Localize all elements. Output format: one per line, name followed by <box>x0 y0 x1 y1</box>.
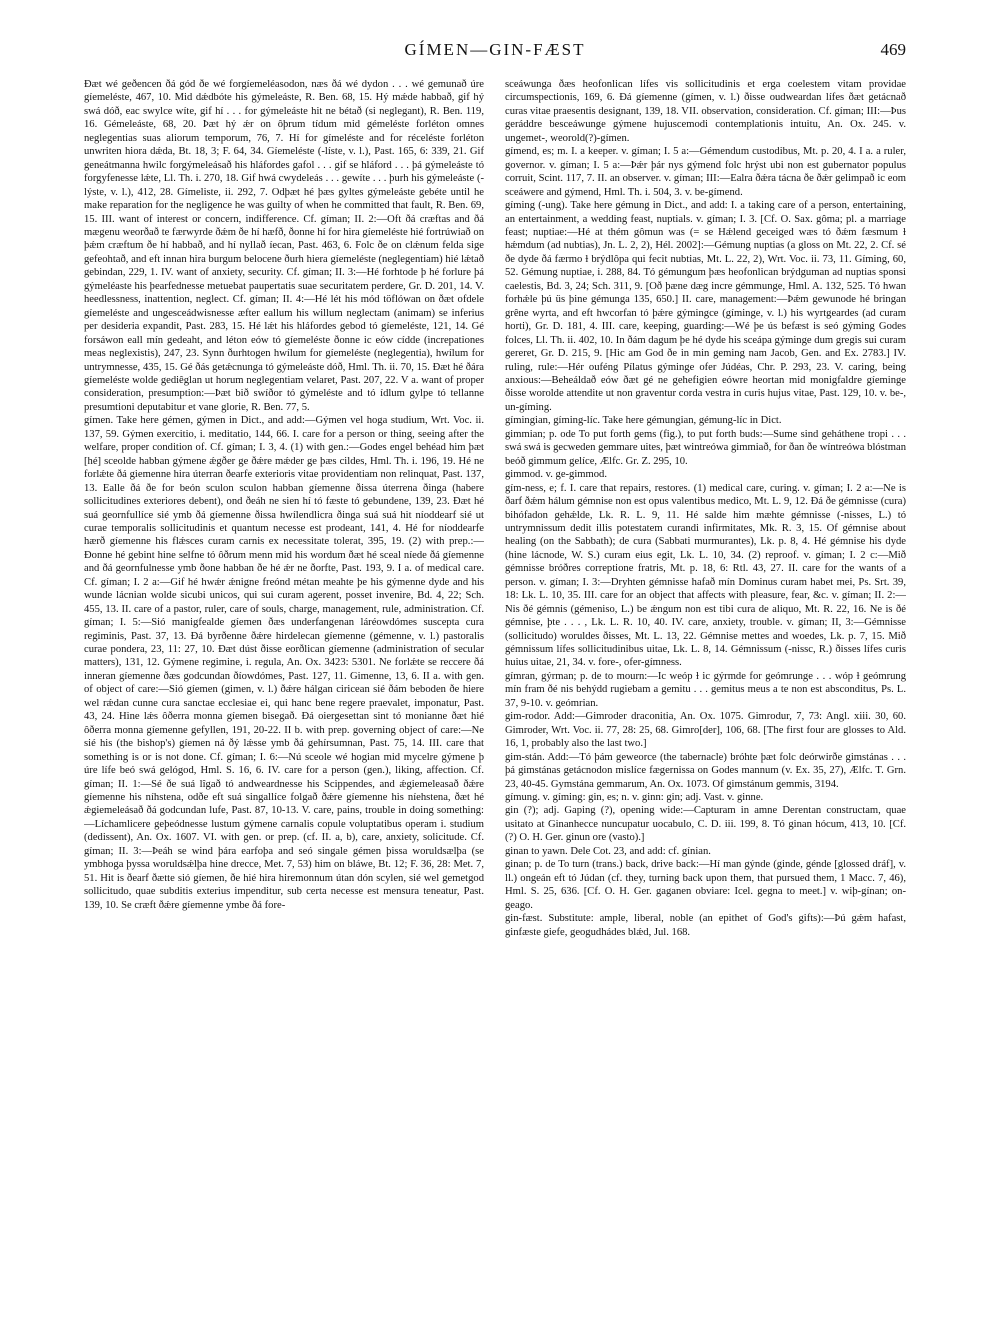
entry-giming: gíming (-ung). Take here gémung in Dict., and add: I. a taking care of a person, entertaining, an entertainment, a wedding feast, nuptials. v. gíman; I. 3. [Cf. O. Sax. gôma; pl. a marriage feast; nuptiae:—Hé at thém gômun was (= se Hǽlend geceiged wæs tó ðǽm fæsmum ɫ hǽmdum (ad nubtias), Jn. L. 2, 2), Hél. 2002]:—Gémung nuptias (a gloss on Mt. 22, 2. Cf. sé ðe dyde ðá færmo ɫ brýdlôpa qui fecit nubtias, Mt. L. 22, 2), Wrt. Voc. ii. 73, 11. Gíming, 60, 52. Gémung nuptiae, i. 288, 84. Tó gémungum þæs heofonlican brýdguman ad nuptias sponsi caelestis, Bd. 3, 24; Sch. 311, 9. [Oð þæne dæg incre gémmunge, Hml. A. 132, 525. Tó hwan forhǽle þú üs þine gémunga 135, 650.] II. care, management:—Þǽm gewunode hé bringan grêne wyrta, and eft hwcorfan tó þǽre gýmingce (gíminge, v. l.) his wyrtgeardes (ad curam horti), Gr. D. 181, 4. III. care, keeping, guarding:—Wé þe ús befæst is seó gýming Godes folces, Ll. Th. ii. 402, 10. In ðám dagum þe hé dyde his sceápa gýminge dum gregis sui curam gereret, Gr. D. 215, 9. [Hic am God ðe in min geming nam Jacob, Gen. and Ex. 2783.] IV. ruling, rule:—Hér ouféng Pílatus gýminge ofer Júdéas, Chr. P. 293, 23. V. caring, being anxious:—Beheáldað eów ðæt gé ne gehefigien eówre heortan mid monigfaldre gíeminge ðisse worolde attendite ut non graventur corda vestra in curis hujus vitae, Past. 129, 10. v. be-, un-gíming. <box>505 200 906 413</box>
entry-gimend: gímend, es; m. I. a keeper. v. gíman; I. 5 a:—Gémendum custodibus, Mt. p. 20, 4. I a. a ruler, governor. v. gíman; I. 5 a:—Þǽr þár nys gýmend folc hrýst ubi non est gubernator populus corruit, Scint. 117, 7. II. an observer. v. gíman; III:—Ealra ðǽra tácna ðe ðǽr gelimpað ic eom sceáwere and gýmend, Hml. Th. i. 504, 3. v. be-gímend. <box>505 146 906 198</box>
entry-gimung: gímung. v. gíming: gin, es; n. v. ginn: gin; adj. Vast. v. ginne. <box>505 792 764 804</box>
page-number: 469 <box>880 40 906 59</box>
running-title: GÍMEN—GIN-FÆST <box>404 40 586 59</box>
entry-gimness: gím-ness, e; f. I. care that repairs, restores. (1) medical care, curing. v. gíman; I. 2 a:—Ne is ðarf ðǽm hálum gémnise non est opus valentibus medico, Mt. L. 9, 12. Ðá ðe gémnisse (cura) bihófadon gehǽlde, Lk. R. L. 9, 11. Hé salde him mæhte gémnisse (-nisses, L.) tó untrymnissum dedit illis potestatem curandi infirmitates, Mk. R. 3, 15. Of gémnise about healing (on the Sabbath); de cura (Sabbati murmurantes), Lk. p. 8, 4. Hé gémnise his dyde (hine lácnode, W. S.) curam eius egit, Lk. L. 10, 34. (2) reproof. v. gíman; I. 2 c:—Mið gémnisse bróðres correptione fratris, Mt. p. 18, 6: Rtl. 43, 27. II. care for the wants of a person. v. gíman; I. 3:—Dryhten gémnisse hafað mín Dominus curam habet mei, Ps. Srt. 39, 18: Lk. L. 10, 35. III. care for an object that affects with pleasure, fear, &c. v. gíman; II. 2:—Nis ðé gémnis (gémeniso, L.) be ǽngum non est tibi cura de aliquo, Mt. R. 22, 16. Ne is ðé gémnise, þte . . . , Lk. L. R. 10, 40. IV. care, anxiety, trouble. v. gíman; II, 3:—Gémnisse (sollicitudo) woruldes ðisses, Mt. L. 13, 22. Gémnise mettes and woedes, Lk. p. 7, 15. Mið gémnissum lífes sollicitudinibus uitae, Lk. L. 8, 14. Gémnissum (-nissc, R.) ðisses lífes curis huius uitae, 21, 34. v. fore-, ofer-gímness. <box>505 482 906 669</box>
entry-ginan-yawn: ginan to yawn. Dele Cot. 23, and add: cf. gínian. <box>505 845 711 857</box>
left-column <box>84 78 484 1318</box>
entry-gimran: gímran, gýrman; p. de to mourn:—Ic weóp ɫ ic gýrmde for geómrunge . . . wóp ɫ geómrung mín fram ðé nis behýdd rugiebam a gemitu . . . gemitus meus a te non est absconditus, Ps. L. 37, 9-10. v. geómrian. <box>505 670 906 709</box>
entry-ginan-turn: ginan; p. de To turn (trans.) back, drive back:—Hí man gýnde (ginde, génde [glossed dráf], v. ll.) ongeán eft tó Júdan (cf. they, turning back upon them, that pursued them, 1 Macc. 7, 46), Hml. S. 25, 636. [Cf. O. H. Ger. gaganen obviare: Icel. gegna to meet.] v. wiþ-gínan; on-geago. <box>505 859 906 911</box>
entry-gimmod: gimmod. v. ge-gimmod. <box>505 469 608 481</box>
entry-gimen: gímen. Take here gémen, gýmen in Dict., and add:—Gýmen vel hoga studium, Wrt. Voc. ii. 137, 59. Gýmen exercitio, i. meditatio, 144, 66. I. care for a person or thing, seeing after the welfare, proper condition of. Cf. gíman; I. 3, 4. (1) with gen.:—Godes engel behéad him þæt [hé] sceolde habban gýmene ǽgðer ge ðǽre mǽder ge þæs cildes, Hml. Th. i. 196, 19. Hé ne forlǽte ðá giemenne hira úterran ðearfe exterioris vitae providentiam non relinquat, Past. 137, 13. Ealle ðá ðe for beón sculon sculon habban gíemenne ðissa úterrena ðinga (habere sollicitudines exteriores debent), ond ðeáh ne sien hí tó fæste tó gebundene, 139, 23. Ðæt hé suá geornfullíce sié ymb ðá gíemenne ðissa hwílendlicra ðinga suá suá hit níoddearf sié ut curae temporalis sollicitudinis et quantum necesse est prodeant, 141, 4. Hé for níoddearfe hærð gíemenne his flǽsces curam carnis ex necessitate tolerat, 395, 19. (2) with prep.:—Ðonne hé gebint hine selfne tó ôðrum menn mid his wordum ðæt hé sceal níede ðá gíemenne and ðá geornfulnesse ymb ðone habban ðe hé ǽr ne ðorfte, Past. 193, 9. I a. of medical care. Cf. gíman; I. 2 a:—Gif hé hwǽr ǽnigne freónd métan meahte þe his gýmenne dyde and his wunde lácnian wolde sicubi unicos, qui sui curam agerent, posset invenire, Bd. 4, 22; Sch. 455, 13. II. care of a pastor, ruler, care of souls, charge, management, rule, administration. Cf. gíman; I. 5:—Sió manigfealde gíemen ðæs underfangenan láréowdómes suscepta cura regiminis, Past. 37, 13. Ðá byrðenne ðǽre hirdelecan gíemenne (gémenne, v. l.) pastoralis curae pondera, 23, 11: 27, 10. Ðæt dúst ðisse eorðlican gíemenne (administration of secular matters), 131, 12. Gýmene regimine, i. regula, An. Ox. 3423: 5301. Ne forlǽte se reccere ðá inneran gíemenne ðæs godcundan ðíowdómes, Past. 127, 11. Gimenne, 13, 6. II a. with gen. of object of care:—Sió gíemen (gimen, v. l.) ðǽre hálgan ciricean sié ðám beboden ðe hiere wel rǽdan cunne cura sanctae ecclesiae ei, qui hanc bene regere praevalet, imponatur, Past. 43, 24. Hine lǽs ôðerra monna gíemen bisegað. Ðá oiergesettan sint tó monianne ðæt hié ôðerra monna gíemenne gefyllen, 191, 20-22. II b. with prep. governing object of care:—Ne sié his (the bishop's) gíemen ná ðý lǽsse ymb ðá gehírsumnan, Past. 75, 14. III. care that something is or is not done. Cf. gíman; I. 6:—Nú sceole wé hogian mid mycelre gýmene þ úre lífe beó swá gelógod, Hml. S. 16, 6. IV. care for a person (gen.), liking, affection. Cf. gíman; II. 1:—Sé ðe suá lîgað tó andweardnesse his Scippendes, and ǽgiemeleasað ðǽre gíemenne his níhstena, odðe eft suá singallíce folgað ðǽre gíemenne his níehstena, ðæt hé ǽgiemeleásað ðá godcundan lufe, Past. 87, 10-13. V. care, pains, trouble in doing something:—Líchamlicere geþeódnesse lustum gýmene carnalis copule voluptatibus operam i. studium (dedissent), An. Ox. 1607. VI. with gen. or prep. (cf. II. a, b), care, anxiety, solicitude. Cf. gíman; II. 3:—Þeáh se wind þára earfoþa and seó singale gémen þissa woruldsælþa (se ymbhoga þyssa woruldsǽlþa hine drecce, Met. 7, 53) him on bláwe, Bt. 12; F. 36, 28: Met. 7, 51. Hit is ðearf ðætte sió gíemen, ðe hié hira hiremonnum útan dón scylen, sié wel gemetgod sollicitudo, quae subditis exterius impenditur, sub certa necesse est mensura teneatur, Past. 139, 10. Se cræft ðǽre gíemenne ymbe ðá fore- <box>84 415 484 911</box>
entry-gimmian: gimmian; p. ode To put forth gems (fig.), to put forth buds:—Sume sind geháthene tropi . . . swá swá is gecweden gemmare uites, þæt wintreówa gimmiað, for ðan ðe wíntreówa blóstman beóð gimmum gelíce, Ælfc. Gr. Z. 295, 10. <box>505 428 906 467</box>
entry-ginfaest: gin-fæst. Substitute: ample, liberal, noble (an epithet of God's gifts):—Þú gǽm hafast, ginfæste giefe, geogudhádes blǽd, Jul. 168. <box>505 913 906 938</box>
entry-gimen-continued: sceáwunga ðæs heofonlican lífes vis sollicitudinis et erga coelestem vitam providae circumspectionis, 169, 6. Ðá gíemenne (gímen, v. l.) ðisse oudweardan lífes ðæt getácnað curas vitae praesentis designant, 139, 18. VII. observation, consideration. Cf. gíman; III:—Þus geráddre besceáwunge gýmene hujuscemodi contemplationis intuitu, An. Ox. 245. v. ungemet-, weorold(?)-gímen. <box>505 79 906 144</box>
entry-gimeleast-continued: Ðæt wé geðencen ðá gód ðe wé forgíemeléasodon, næs ðá wé dydon . . . wé gemunað úre gíemeléste, 467, 10. Mid dǽdbóte his gýmeleáste, R. Ben. 68, 15. Hý mǽde habbað, gif hý swá dóð, eac swylce wíte, gif hí . . . for gýmeleáste hit ne bétað (si neglegant), R. Ben. 119, 16. Gémeleáste, 68, 20. Þæt hý ǽr on ôþrum tídum mid gémeléste forléton omnes neglegentias suas aliorum temporum, 76, 7. Hí for gímeléste and for réceléste forléton unwriten hiora dǽda, Bt. 18, 3; F. 64, 34. Gíemeléste (-líste, v. l.), Past. 165, 6: 339, 21. Gif geneátmanna hwilc forgýmeleásað his hláfordes gafol . . . gif se hláford . . . þá gýmeleáste tó forgyfenesse lǽte, Ll. Th. i. 270, 18. Gif hwá cwydeleás . . . gewíte . . . þurh his gýmeleáste (-lýste, v. l.), 412, 28. Gímeliste, ii. 292, 7. Odþæt hé þæs gyltes gýmeleáste gebéte until he make reparation for the negligence he was guilty of when he committed that fault, R. Ben. 69, 15. III. want of interest or concern, indifference. Cf. gíman; II. 2:—Oft ðá cræftas and ðá mægenu weorðað te færwyrde ðǽm ðe hí hæfð, ðonne hí for hira gíemeléste hié fortrúwiað on þǽm cræftum ðe hí habbað, and hí nyllað íecan, Past. 463, 6. Folc ðe on clǽnum felda sige gefeohtað, and eft innan hira burgum belocene ðurh hiera gíemeléste (neglegentiam) hié lǽtað gebindan, 229, 1. IV. want of anxiety, security. Cf. gíman; II. 3:—Hé forhtode þ hé forlure þá gýmeléaste his þearfednesse metuebat paupertatis suae securitatem perdere, Gr. D. 201, 14. V. heedlessness, inattention, neglect. Cf. gíman; II. 4:—Hé lét his mód töflówan on ðæt ofdele gíemeléste and ungesceádwisnesse æfter eallum his willum neglectam (animam) se inferius per desideria expandit, Past. 283, 15. Hé lǽt his hláfordes gebod tó gíemeléste, 121, 14. Gé forsáwon eall mín gedeaht, and léton eów tó gíemeléste ðonne ic eów cídde (increpationes meas neglexistis), 247, 23. Synn ðurhtogen hwílum for gíemeléste (neglegentia), hwílum for untrymnesse, 435, 15. Gé ðás getǽcnunga tó gýmeleáste dóð, Hml. Th. ii. 70, 15. Ðæt hé ðára gíemeléste wolde gediêglan ut horum neglegentiam velaret, Past. 207, 22. V a. want of proper consideration, presumption:—Þæt bið swíðor tó gýmeléste and tó ídlum gylpe tó tellanne presumtioni deputabitur et vane glorie, R. Ben. 77, 5. <box>84 79 484 413</box>
entry-gin: gin (?); adj. Gaping (?), opening wide:—Capturam in amne Derentan constructam, quae usitato at Ginanhecce nuncupatur uocabulo, C. D. iii. 199, 8. Tó ginan hócum, 413, 10. [Cf. (?) O. H. Ger. ginun ore (vasto).] <box>505 805 906 844</box>
page-header <box>84 40 906 68</box>
right-column <box>505 78 906 1318</box>
entry-gimstan: gim-stán. Add:—Tó þám geweorce (the tabernacle) bróhte þæt folc deórwirðe gimstánas . . . þá gimstánas getácnodon mislíce fægernissa on Godes mannum (v. Ex. 35, 27), Ælfc. T. Grn. 23, 40-45. Gymstána gemmarum, An. Ox. 1073. Of gimstánum gemmis, 3194. <box>505 751 906 790</box>
entry-gimrodor: gim-rodor. Add:—Gimroder draconitia, An. Ox. 1075. Gimrodur, 7, 73: Angl. xiii. 30, 60. Gimroder, Wrt. Voc. ii. 77, 28: 25, 68. Gimro[der], 106, 68. [The first four are glosses to Ald. 16, 1, probably also the last two.] <box>505 711 906 750</box>
entry-gimingian: gímingian, gíming-líc. Take here gémungian, gémung-líc in Dict. <box>505 415 782 427</box>
